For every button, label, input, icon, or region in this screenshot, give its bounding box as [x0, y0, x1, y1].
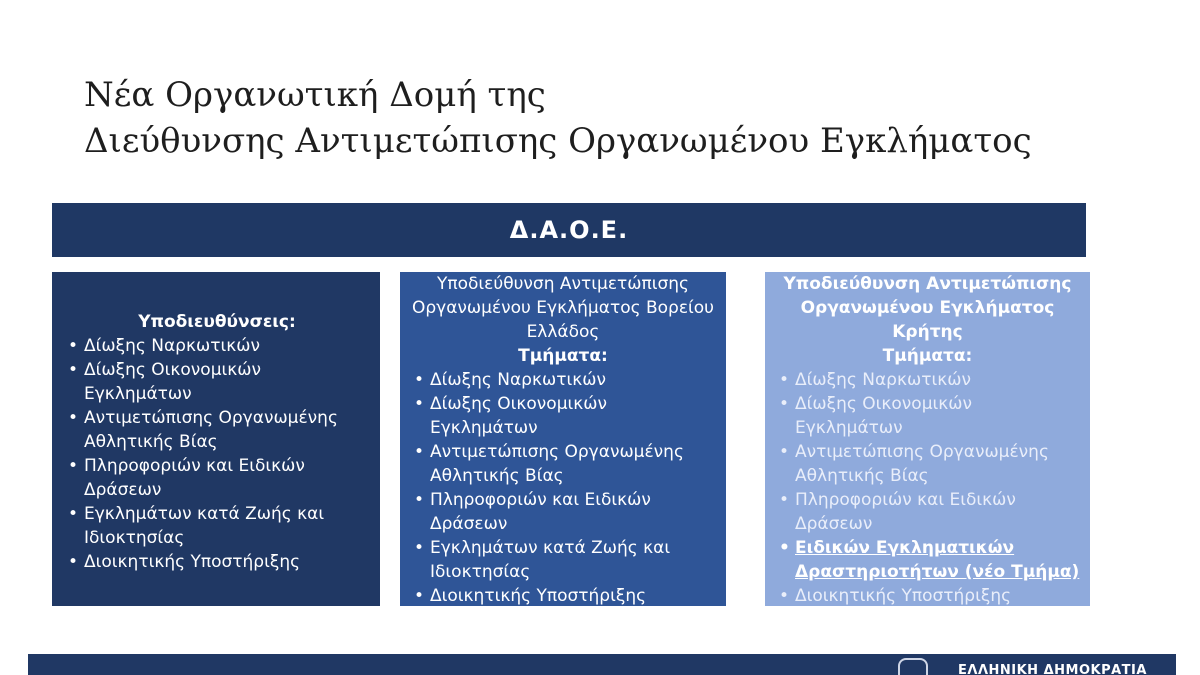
list-item: • Πληροφοριών και Ειδικών Δράσεων [773, 488, 1082, 536]
list-item: • Εγκλημάτων κατά Ζωής και Ιδιοκτησίας [408, 536, 718, 584]
list-item: • Πληροφοριών και Ειδικών Δράσεων [408, 488, 718, 536]
box-2-subheading: Τμήματα: [518, 346, 608, 366]
slide-title [84, 72, 1032, 164]
list-item: • Αντιμετώπισης Οργανωμένης Αθλητικής Βίας [773, 440, 1082, 488]
box-2-heading: Υποδιεύθυνση Αντιμετώπισης Οργανωμένου Εγκλήματος Βορείου Ελλάδος [411, 274, 715, 342]
title-line-2: Διεύθυνσης Αντιμετώπισης Οργανωμένου Εγκλήματος [84, 121, 1032, 161]
list-item: • Διοικητικής Υποστήριξης [62, 550, 372, 574]
box-2-list [408, 368, 718, 606]
list-item: • Δίωξης Οικονομικών Εγκλημάτων [62, 358, 372, 406]
list-item-new-department: • Ειδικών Εγκληματικών Δραστηριοτήτων (νέο Τμήμα) [773, 536, 1082, 584]
list-item: • Διοικητικής Υποστήριξης [773, 584, 1082, 606]
list-item: • Δίωξης Οικονομικών Εγκλημάτων [408, 392, 718, 440]
box-3-heading: Υποδιεύθυνση Αντιμετώπισης Οργανωμένου Εγκλήματος Κρήτης [783, 274, 1072, 342]
list-item: • Εγκλημάτων κατά Ζωής και Ιδιοκτησίας [62, 502, 372, 550]
box-1-heading: Υποδιευθύνσεις: [138, 312, 296, 332]
greek-emblem-icon [898, 658, 928, 675]
box-subdirectorates [52, 272, 380, 606]
list-item: • Δίωξης Ναρκωτικών [773, 368, 1082, 392]
title-line-1: Νέα Οργανωτική Δομή της [84, 75, 546, 115]
list-item: • Δίωξης Οικονομικών Εγκλημάτων [773, 392, 1082, 440]
box-northern-greece [400, 272, 726, 606]
footer-bar [28, 654, 1176, 675]
list-item: • Πληροφοριών και Ειδικών Δράσεων [62, 454, 372, 502]
list-item: • Δίωξης Ναρκωτικών [408, 368, 718, 392]
list-item: • Δίωξης Ναρκωτικών [62, 334, 372, 358]
list-item: • Αντιμετώπισης Οργανωμένης Αθλητικής Βίας [408, 440, 718, 488]
box-1-list [62, 334, 372, 574]
footer-label: ΕΛΛΗΝΙΚΗ ΔΗΜΟΚΡΑΤΙΑ [958, 663, 1147, 675]
banner-label: Δ.Α.Ο.Ε. [509, 216, 629, 244]
box-3-subheading: Τμήματα: [882, 346, 973, 366]
daoe-banner [52, 203, 1086, 257]
box-crete [765, 272, 1090, 606]
box-3-list [773, 368, 1082, 606]
list-item: • Αντιμετώπισης Οργανωμένης Αθλητικής Βίας [62, 406, 372, 454]
list-item: • Διοικητικής Υποστήριξης [408, 584, 718, 606]
